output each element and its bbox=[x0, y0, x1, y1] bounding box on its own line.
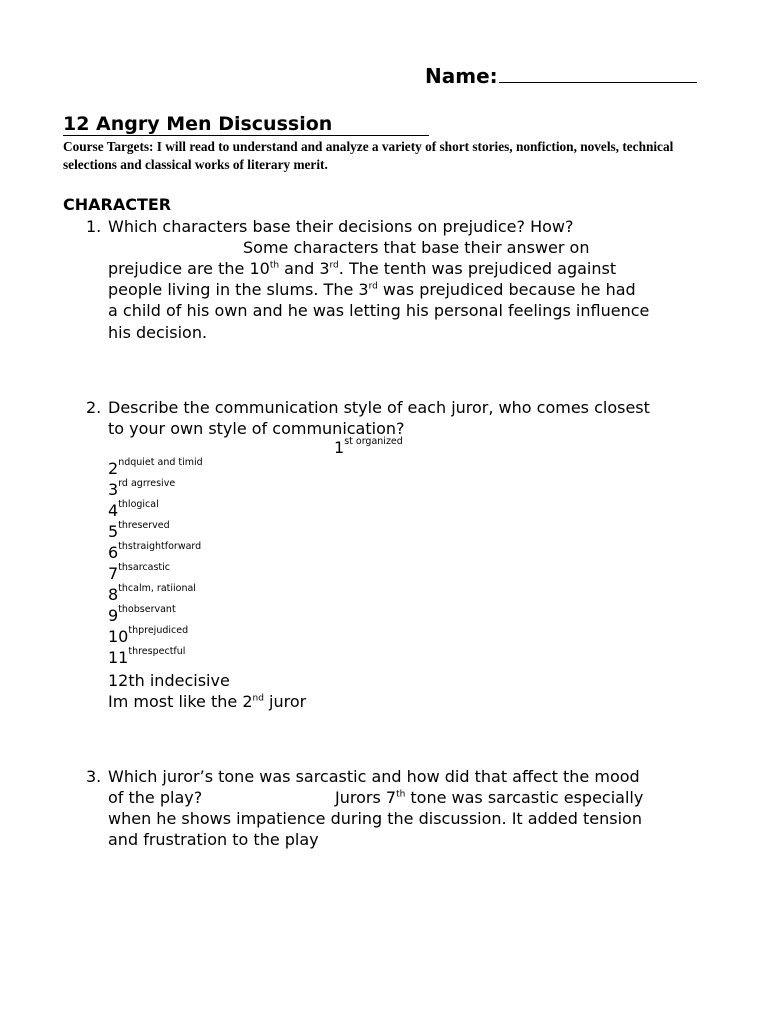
juror-4-style bbox=[108, 501, 159, 521]
name-blank-line[interactable] bbox=[499, 63, 697, 83]
question-3-line-1: Which juror’s tone was sarcastic and how did that affect the mood bbox=[108, 767, 640, 786]
juror-8-style bbox=[108, 585, 196, 605]
answer-1-line-5: his decision. bbox=[108, 323, 208, 342]
juror-style: thobservant bbox=[118, 604, 176, 615]
question-1-number: 1. bbox=[86, 217, 102, 236]
juror-11-style bbox=[108, 648, 185, 668]
question-2-line-2: to your own style of communication? bbox=[108, 419, 405, 438]
juror-style: rd agrresive bbox=[118, 478, 176, 489]
juror-2-style bbox=[108, 459, 203, 479]
juror-9-style bbox=[108, 606, 176, 626]
answer-1-line-3 bbox=[108, 279, 636, 300]
juror-7-style bbox=[108, 564, 170, 584]
answer-1-text: and 3 bbox=[279, 259, 330, 278]
answer-1-text: people living in the slums. The 3 bbox=[108, 280, 369, 299]
superscript: th bbox=[396, 789, 406, 800]
answer-1-text: was prejudiced because he had bbox=[377, 280, 636, 299]
juror-10-style bbox=[108, 627, 188, 647]
question-2-line-1: Describe the communication style of each juror, who comes closest bbox=[108, 398, 650, 417]
juror-style: thcalm, ratiional bbox=[118, 583, 196, 594]
juror-12-style: 12th indecisive bbox=[108, 671, 230, 690]
answer-2-text: Im most like the 2 bbox=[108, 692, 253, 711]
answer-1-text: prejudice are the 10 bbox=[108, 259, 270, 278]
name-label: Name: bbox=[425, 64, 498, 88]
answer-2-text: juror bbox=[263, 692, 307, 711]
juror-number: 6 bbox=[108, 543, 119, 562]
name-field bbox=[425, 63, 697, 88]
section-heading: CHARACTER bbox=[63, 195, 172, 214]
question-1-text: Which characters base their decisions on prejudice? How? bbox=[108, 217, 574, 236]
superscript: nd bbox=[252, 693, 264, 704]
juror-number: 9 bbox=[108, 606, 119, 625]
juror-number: 5 bbox=[108, 522, 119, 541]
juror-style: thprejudiced bbox=[128, 625, 189, 636]
answer-1-line-4: a child of his own and he was letting his personal feelings influence bbox=[108, 301, 650, 320]
juror-style: thstraightforward bbox=[118, 541, 202, 552]
juror-number: 10 bbox=[108, 627, 129, 646]
answer-2-most-like bbox=[108, 691, 306, 712]
juror-style: threserved bbox=[118, 520, 170, 531]
superscript: rd bbox=[329, 260, 339, 271]
answer-3-text: Jurors 7 bbox=[335, 788, 397, 807]
juror-number: 3 bbox=[108, 480, 119, 499]
answer-1-text: . The tenth was prejudiced against bbox=[338, 259, 617, 278]
question-3-number: 3. bbox=[86, 767, 102, 786]
answer-1-line-1: Some characters that base their answer on bbox=[243, 238, 590, 257]
juror-style: thlogical bbox=[118, 499, 159, 510]
answer-1-line-2 bbox=[108, 258, 616, 279]
juror-number: 7 bbox=[108, 564, 119, 583]
juror-number: 8 bbox=[108, 585, 119, 604]
juror-6-style bbox=[108, 543, 201, 563]
juror-style: thsarcastic bbox=[118, 562, 170, 573]
juror-number: 1 bbox=[334, 438, 345, 457]
question-3-line-2: of the play? bbox=[108, 788, 203, 807]
document-title bbox=[63, 113, 429, 136]
juror-number: 4 bbox=[108, 501, 119, 520]
juror-style: ndquiet and timid bbox=[118, 457, 203, 468]
juror-3-style bbox=[108, 480, 175, 500]
juror-number: 11 bbox=[108, 648, 129, 667]
juror-style: threspectful bbox=[128, 646, 186, 657]
juror-5-style bbox=[108, 522, 170, 542]
superscript: th bbox=[269, 260, 280, 271]
document-title-text: 12 Angry Men Discussion bbox=[63, 113, 429, 136]
question-2-number: 2. bbox=[86, 398, 102, 417]
answer-3-line-1 bbox=[335, 787, 643, 808]
answer-3-line-3: and frustration to the play bbox=[108, 830, 319, 849]
course-targets: Course Targets: I will read to understand and analyze a variety of short stories, nonfiction, novels, technical selections and classical works of literary merit. bbox=[63, 139, 674, 172]
superscript: rd bbox=[368, 281, 378, 292]
juror-1-style bbox=[334, 438, 403, 458]
answer-3-text: tone was sarcastic especially bbox=[405, 788, 644, 807]
answer-3-line-2: when he shows impatience during the discussion. It added tension bbox=[108, 809, 642, 828]
juror-number: 2 bbox=[108, 459, 119, 478]
juror-style: st organized bbox=[344, 436, 403, 447]
